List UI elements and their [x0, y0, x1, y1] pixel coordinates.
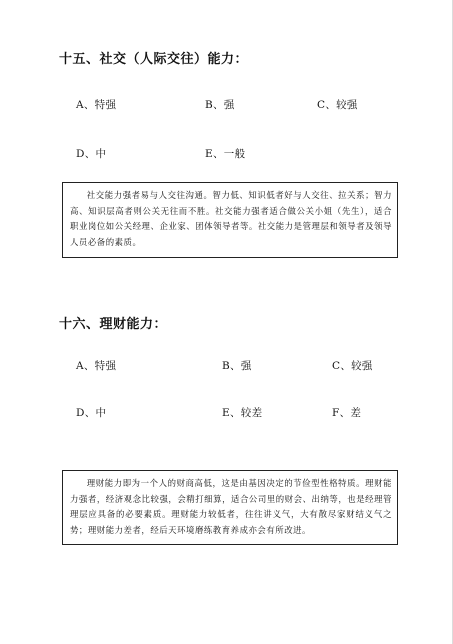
s16-option-f: F、差: [332, 407, 362, 419]
s15-description-box: [62, 182, 398, 258]
section-16-title: 十六、理财能力：: [59, 317, 168, 332]
s15-option-c: C、较强: [317, 99, 358, 111]
s15-description-text: 社交能力强者易与人交往沟通。智力低、知识低者好与人交往、拉关系；智力高、知识层高者则公关无往而不胜。社交能力强者适合做公关小姐（先生），适合职业岗位如公关经理、企业家、团体领导者等。社交能力是管理层和领导者及领导人员必备的素质。: [70, 190, 392, 247]
s16-option-b: B、强: [222, 360, 252, 372]
s16-option-a: A、特强: [76, 360, 117, 372]
s15-option-d: D、中: [76, 148, 107, 160]
s16-description-box: [62, 470, 398, 545]
section-15-title: 十五、社交（人际交往）能力：: [59, 52, 249, 67]
s15-option-a: A、特强: [76, 99, 117, 111]
s16-option-d: D、中: [76, 407, 107, 419]
s16-option-e: E、较差: [222, 407, 263, 419]
s15-option-e: E、一般: [205, 148, 246, 160]
s16-option-c: C、较强: [332, 360, 373, 372]
s15-option-b: B、强: [205, 99, 235, 111]
s16-description-text: 理财能力即为一个人的财商高低，这是由基因决定的节俭型性格特质。理财能力强者，经济观念比较强，会精打细算，适合公司里的财会、出纳等，也是经理管理层应具备的必要素质。理财能力较低者，往往讲义气，大有散尽家财结义气之势；理财能力差者，经后天环境磨练教育养成亦会有所改进。: [70, 478, 392, 535]
